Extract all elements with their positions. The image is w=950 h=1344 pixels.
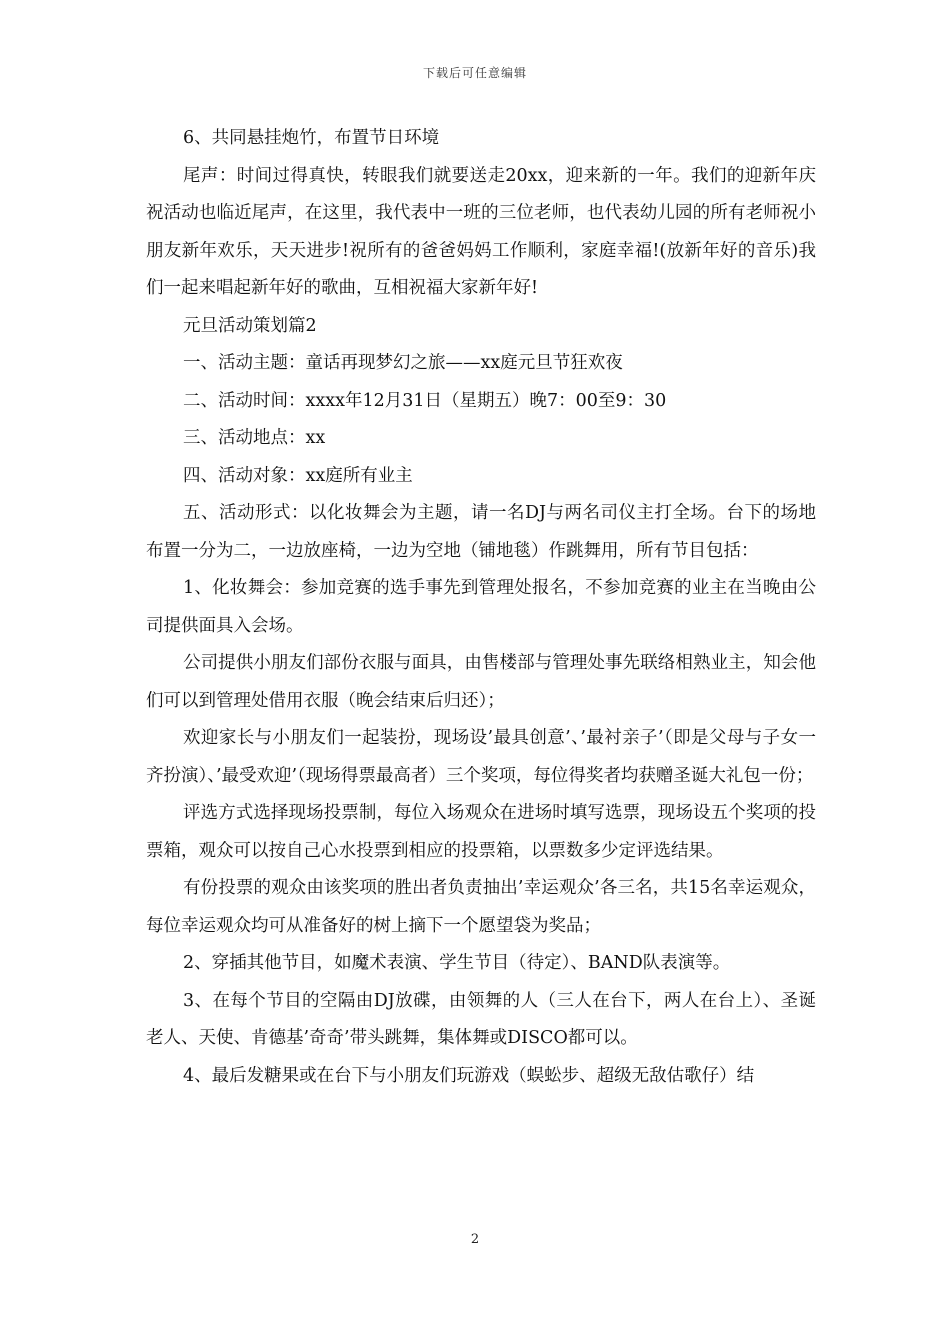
paragraph: 欢迎家长与小朋友们一起装扮，现场设’最具创意’、’最衬亲子’（即是父母与子女一齐扮演）、’最受欢迎’（现场得票最高者）三个奖项，每位得奖者均获赠圣诞大礼包一份； [146, 728, 816, 786]
paragraph: 1、化妆舞会：参加竞赛的选手事先到管理处报名，不参加竞赛的业主在当晚由公司提供面具入会场。 [146, 578, 816, 636]
paragraph: 4、最后发糖果或在台下与小朋友们玩游戏（蜈蚣步、超级无敌估歌仔）结 [183, 1065, 755, 1086]
paragraph: 尾声：时间过得真快，转眼我们就要送走20xx，迎来新的一年。我们的迎新年庆祝活动也临近尾声，在这里，我代表中一班的三位老师，也代表幼儿园的所有老师祝小朋友新年欢乐，天天进步!祝所有的爸爸妈妈工作顺利，家庭幸福!(放新年好的音乐)我们一起来唱起新年好的歌曲，互相祝福大家新年好! [146, 165, 816, 298]
paragraph: 6、共同悬挂炮竹，布置节日环境 [183, 128, 440, 148]
paragraph: 二、活动时间：xxxx年12月31日（星期五）晚7：00至9：30 [183, 390, 667, 411]
paragraph: 评选方式选择现场投票制，每位入场观众在进场时填写选票，现场设五个奖项的投票箱，观众可以按自己心水投票到相应的投票箱，以票数多少定评选结果。 [146, 803, 816, 861]
document-body [146, 120, 816, 1095]
paragraph: 3、在每个节目的空隔由DJ放碟，由领舞的人（三人在台下，两人在台上）、圣诞老人、天使、肯德基’奇奇’带头跳舞，集体舞或DISCO都可以。 [146, 990, 816, 1048]
paragraph: 五、活动形式：以化妆舞会为主题，请一名DJ与两名司仪主打全场。台下的场地布置一分为二，一边放座椅，一边为空地（铺地毯）作跳舞用，所有节目包括： [146, 503, 816, 561]
paragraph: 四、活动对象：xx庭所有业主 [183, 465, 413, 486]
section-heading: 元旦活动策划篇2 [183, 315, 317, 336]
paragraph: 一、活动主题：童话再现梦幻之旅——xx庭元旦节狂欢夜 [183, 353, 623, 373]
paragraph: 三、活动地点：xx [183, 428, 326, 448]
paragraph: 公司提供小朋友们部份衣服与面具，由售楼部与管理处事先联络相熟业主，知会他们可以到管理处借用衣服（晚会结束后归还）； [146, 653, 816, 711]
paragraph: 有份投票的观众由该奖项的胜出者负责抽出’幸运观众’各三名，共15名幸运观众，每位幸运观众均可从准备好的树上摘下一个愿望袋为奖品； [146, 878, 816, 936]
paragraph: 2、穿插其他节目，如魔术表演、学生节目（待定）、BAND队表演等。 [183, 953, 731, 973]
page-header: 下载后可任意编辑 [422, 66, 527, 80]
page-number: 2 [470, 1232, 480, 1247]
